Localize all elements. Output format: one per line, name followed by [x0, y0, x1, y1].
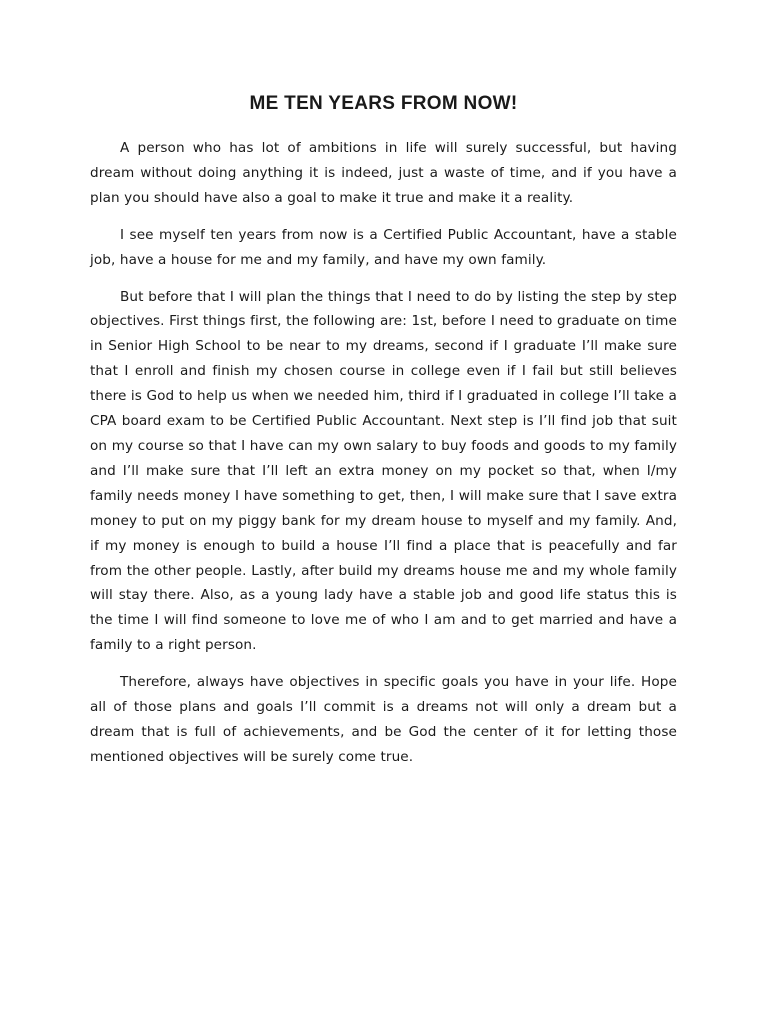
paragraph-objectives: But before that I will plan the things that I need to do by listing the step by step objectives. First things first, the following are: 1st, before I need to graduate on time in Senior High School to be near to my dreams, second if I graduate I’ll make sure that I enroll and finish my chosen course in college even if I fail but still believes there is God to help us when we needed him, third if I graduated in college I’ll take a CPA board exam to be Certified Public Accountant. Next step is I’ll find job that suit on my course so that I have can my own salary to buy foods and goods to my family and I’ll make sure that I’ll left an extra money on my pocket so that, when I/my family needs money I have something to get, then, I will make sure that I save extra money to put on my piggy bank for my dream house to myself and my family. And, if my money is enough to build a house I’ll find a place that is peacefully and far from the other people. Lastly, after build my dreams house me and my whole family will stay there. Also, as a young lady have a stable job and good life status this is the time I will find someone to love me of who I am and to get married and have a family to a right person. — [90, 288, 677, 654]
paragraph-intro: A person who has lot of ambitions in life will surely successful, but having dream without doing anything it is indeed, just a waste of time, and if you have a plan you should have also a goal to make it true and make it a reality. — [90, 140, 677, 206]
paragraph-vision: I see myself ten years from now is a Certified Public Accountant, have a stable job, have a house for me and my family, and have my own family. — [90, 226, 677, 268]
essay-title: ME TEN YEARS FROM NOW! — [249, 93, 518, 114]
paragraph-conclusion: Therefore, always have objectives in specific goals you have in your life. Hope all of those plans and goals I’ll commit is a dreams not will only a dream but a dream that is full of achievements, and be God the center of it for letting those mentioned objectives will be surely come true. — [90, 674, 677, 765]
essay-page — [90, 88, 677, 782]
